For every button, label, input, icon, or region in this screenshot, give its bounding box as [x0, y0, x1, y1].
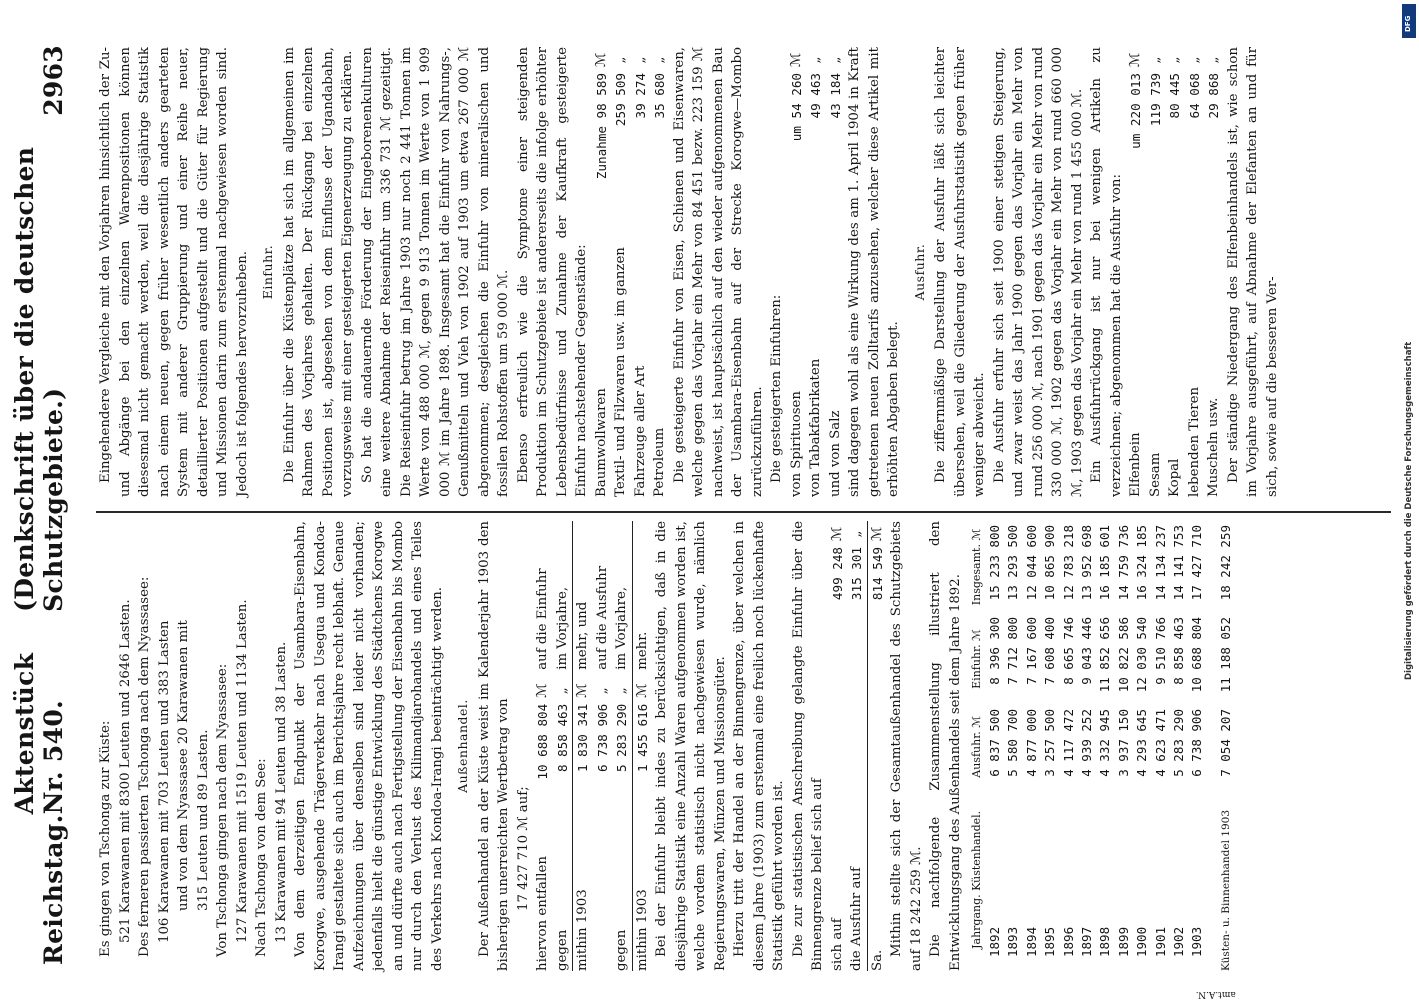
trade-unit: „	[594, 687, 610, 695]
amount-cell: 10 865 900	[1042, 525, 1058, 601]
year-cell: 1896	[1060, 926, 1076, 957]
increase-value: Zunahme 98 589	[593, 73, 609, 180]
yearly-table-row	[1170, 521, 1188, 971]
excise-value: 49 463	[808, 73, 823, 119]
trade-row	[593, 521, 613, 971]
caravan-line-2a: 106 Karawanen mit 703 Leuten und 383 Lasten	[156, 620, 172, 943]
yearly-table-row	[1133, 521, 1151, 971]
yearly-table-row	[1004, 521, 1022, 971]
export-decline-row	[1204, 47, 1224, 497]
excise-label: von Spirituosen	[788, 391, 804, 497]
increase-row	[631, 47, 651, 497]
yearly-table-row	[1023, 521, 1041, 971]
amount-cell: 10 688 804	[1189, 617, 1205, 693]
increase-unit: „	[632, 56, 648, 64]
trade-row	[573, 521, 593, 971]
increase-label: Fahrzeuge aller Art	[632, 365, 648, 497]
left-column	[96, 521, 1236, 999]
trade-text: im Vorjahre,	[554, 586, 570, 670]
year-cell: 1895	[1042, 926, 1058, 957]
amount-cell: 14 141 753	[1171, 525, 1187, 601]
inland-row	[828, 521, 848, 971]
increase-label: Baumwollwaren	[593, 388, 609, 497]
inland-unit: ℳ	[829, 526, 845, 542]
export-decline-value: 29 868	[1206, 73, 1221, 119]
column-divider	[96, 511, 1391, 513]
trade-unit: „	[554, 687, 570, 695]
export-decline-row	[1185, 47, 1205, 497]
increase-row	[611, 47, 631, 497]
yearly-table-sum-row	[1207, 521, 1235, 971]
vergleiche-paragraph: Eingehendere Vergleiche mit den Vorjahren hinsichtlich der Zu- und Abgänge bei den einzelnen Warenpositionen können diesesmal nicht gemacht werden, weil die diesjährige Statistik nach einem neuen, gegen früher wesentlich anders gearteten System mit anderer Gruppierung und einer Reihe neuer, detaillierter Positionen aufgestellt und die Güter für Regierung und Missionen darin zum erstenmal nachgewiesen worden sind. Jedoch ist folgendes hervorzuheben.	[98, 47, 250, 497]
trade-text: auf die Ausfuhr	[594, 565, 610, 670]
export-decline-label: Elfenbein	[1128, 432, 1143, 497]
ausfuhrrueckgang-paragraph: Ein Ausfuhrrückgang ist nur bei wenigen Artikeln zu verzeichnen; abgenommen hat die Ausfuhr von:	[1089, 47, 1124, 497]
amount-cell: 3 257 500	[1042, 709, 1058, 777]
trade-text: mehr, und	[573, 521, 593, 678]
section-heading-einfuhr: Einfuhr.	[260, 244, 275, 300]
export-decline-value: 64 068	[1186, 73, 1202, 119]
gesamthandel-paragraph: Mithin stellte sich der Gesamtaußenhandel des Schutzgebiets auf 18 242 259 ℳ.	[889, 521, 924, 971]
increase-unit: „	[652, 56, 667, 64]
inland-unit: ℳ	[867, 521, 887, 547]
increase-row	[592, 47, 612, 497]
export-decline-unit: „	[1147, 56, 1163, 64]
amount-cell: 12 783 218	[1060, 525, 1076, 601]
excise-row	[787, 47, 807, 497]
amount-cell: 7 712 800	[1005, 617, 1021, 685]
trade-text: auf die Einfuhr	[535, 568, 550, 670]
yearly-trade-table	[969, 521, 1235, 971]
caravan-line-2c: 315 Leuten und 89 Lasten.	[195, 729, 211, 911]
increase-label: Petroleum	[652, 427, 667, 497]
trade-label: mithin 1903	[632, 810, 652, 971]
trade-label: gegen	[614, 929, 629, 971]
korogwe-paragraph: Von dem derzeitigen Endpunkt der Usambara-Eisenbahn, Korogwe, ausgehende Trägerverkehr nach Usegua und Kondoa-Irangi gestaltete sich auch im Berichtsjahre recht lebhaft. Genaue Aufzeichnungen über denselben sind leider nicht vorhanden; jedenfalls hielt die günstige Entwicklung des Städtchens Korogwe an und dürfte auch nach Fertigstellung der Eisenbahn bis Mombo nur durch den Verlust des Kilimandjarohandels und eines Teiles des Verkehrs nach Kondoa-Irangi beeinträchtigt werden.	[293, 521, 445, 971]
inland-unit: „	[849, 530, 864, 538]
gesteigerte-einfuhren-intro: Die gesteigerten Einfuhren:	[769, 294, 784, 483]
yearly-table-row	[1152, 521, 1170, 971]
inland-value: 814 549	[867, 547, 887, 690]
amount-cell: 11 852 656	[1097, 617, 1113, 693]
increase-value: 39 274	[632, 73, 648, 119]
yearly-table-row	[1096, 521, 1114, 971]
export-decline-label: lebenden Tieren	[1186, 386, 1202, 497]
amount-cell: 13 952 698	[1079, 525, 1095, 601]
inland-trade-table	[828, 521, 888, 971]
excise-table	[787, 47, 846, 497]
amount-cell: 12 044 600	[1023, 525, 1039, 601]
trade-comparison-table	[533, 521, 652, 971]
caravan-intro-4: Nach Tschonga von dem See:	[254, 758, 269, 957]
export-decline-unit: ℳ	[1128, 52, 1143, 68]
year-cell: 1902	[1171, 926, 1187, 957]
trade-label: mithin 1903	[573, 810, 593, 971]
aussenhandel-paragraph: Der Außenhandel an der Küste weist im Kalenderjahr 1903 den bisherigen unerreichten Wertbetrag von	[476, 521, 511, 971]
export-decline-label: Muscheln usw.	[1206, 397, 1221, 497]
inland-row	[867, 521, 887, 971]
yearly-table-header: Insgesamt. ℳ	[970, 528, 983, 606]
sum-amount-cell: 11 188 052	[1217, 617, 1233, 693]
trade-value: 5 283 290	[614, 703, 629, 773]
amount-cell: 8 665 746	[1060, 617, 1076, 685]
export-decline-unit: „	[1206, 56, 1221, 64]
running-head-left: Reichstag.	[39, 814, 68, 965]
ausfuhr-darstellung-paragraph: Die ziffernmäßige Darstellung der Ausfuhr läßt sich leichter übersehen, weil die Gliederung der Ausfuhrstatistik gegen früher weniger abweicht.	[933, 47, 987, 497]
export-decline-unit: „	[1186, 56, 1202, 64]
amount-cell: 7 167 600	[1023, 617, 1039, 685]
trade-row	[612, 521, 632, 971]
increase-table	[592, 47, 670, 497]
year-cell: 1900	[1134, 926, 1150, 957]
export-decline-table	[1126, 47, 1224, 497]
yearly-table-row	[1041, 521, 1059, 971]
excise-label: von Tabakfabrikaten	[808, 358, 823, 497]
total-1903: 17 427 710 ℳ auf;	[515, 786, 531, 911]
running-head-title: Aktenstück Nr. 540.	[10, 652, 68, 815]
eisen-paragraph: Die gesteigerte Einfuhr von Eisen, Schienen und Eisenwaren, welche gegen das Vorjahr ein Mehr von 84 451 bezw. 223 159 ℳ nachweist, ist hauptsächlich auf den wieder aufgenommenen Bau der Usambara-Eisenbahn auf der Strecke Korogwe—Mombo zurückzuführen.	[671, 47, 765, 497]
amount-cell: 14 134 237	[1152, 525, 1168, 601]
trade-row	[632, 521, 652, 971]
trade-unit: „	[614, 687, 629, 695]
amount-cell: 5 580 700	[1005, 709, 1021, 777]
section-heading-aussenhandel: Außenhandel.	[455, 699, 470, 793]
trade-label: hiervon entfallen	[535, 856, 550, 971]
produktion-paragraph: Ebenso erfreulich wie die Symptome einer steigenden Produktion im Schutzgebiete ist andererseits die infolge erhöhter Lebensbedürfnisse und Zunahme der Kaufkraft gesteigerte Einfuhr nachstehender Gegenstände:	[515, 47, 589, 497]
digitization-credit: Digitalisierung gefördert durch die Deutsche Forschungsgemeinschaft	[1404, 341, 1414, 680]
binnengrenze-einfuhr-paragraph: Die zur statistischen Anschreibung gelangte Einfuhr über die Binnengrenze belief sich auf	[790, 521, 825, 971]
zolltarif-paragraph: sind dagegen wohl als eine Wirkung des am 1. April 1904 in Kraft getretenen neuen Zolltarifs anzusehen, welcher diese Artikel mit erhöhten Abgaben belegt.	[847, 47, 901, 497]
amount-cell: 6 738 906	[1189, 709, 1205, 777]
ausfuhr-steigerung-paragraph: Die Ausfuhr erfuhr sich seit 1900 einer stetigen Steigerung, und zwar weist das Jahr 1900 gegen das Vorjahr ein Mehr von rund 256 000 ℳ, nach 1901 gegen das Vorjahr ein Mehr von rund 330 000 ℳ, 1902 gegen das Vorjahr ein Mehr von rund 660 000 ℳ, 1903 gegen das Vorjahr ein Mehr von rund 1 455 000 ℳ.	[991, 47, 1085, 497]
amount-cell: 16 185 601	[1097, 525, 1113, 601]
amount-cell: 10 822 586	[1115, 617, 1131, 693]
amount-cell: 4 877 000	[1023, 709, 1039, 777]
caravan-intro-2: Des ferneren passierten Tschonga nach dem Nyassasee:	[137, 576, 152, 957]
caravan-line-1: 521 Karawanen mit 8300 Leuten und 2646 Lasten.	[117, 599, 133, 943]
excise-row	[826, 47, 846, 497]
excise-unit: ℳ	[788, 52, 804, 68]
amount-cell: 4 332 945	[1097, 709, 1113, 777]
caravan-intro-3: Von Tschonga gingen nach dem Nyassasee:	[215, 663, 230, 957]
margin-annotation: amt.A.N.	[1195, 988, 1236, 999]
year-cell: 1893	[1005, 926, 1021, 957]
amount-cell: 12 030 540	[1134, 617, 1150, 693]
year-cell: 1899	[1115, 926, 1131, 957]
export-decline-value: 119 739	[1147, 73, 1163, 127]
excise-label: und von Salz	[827, 410, 843, 497]
trade-value: 1 830 341	[573, 704, 593, 810]
caravan-intro-1: Es gingen von Tschonga zur Küste:	[98, 720, 113, 957]
sum-amount-cell: 18 242 259	[1217, 525, 1233, 601]
trade-value: 6 738 906	[594, 703, 610, 773]
inland-label: Sa.	[867, 690, 887, 971]
year-cell: 1901	[1152, 926, 1168, 957]
yearly-table-row	[1060, 521, 1078, 971]
trade-value: 8 858 463	[554, 703, 570, 773]
rotated-document-page	[10, 25, 1405, 999]
trade-row	[533, 521, 553, 971]
amount-cell: 4 623 471	[1152, 709, 1168, 777]
trade-label: gegen	[554, 929, 570, 971]
increase-unit: ℳ	[593, 52, 609, 68]
year-cell: 1894	[1023, 926, 1039, 957]
amount-cell: 14 759 736	[1115, 525, 1131, 601]
sum-amount-cell: 7 054 207	[1217, 709, 1233, 777]
yearly-table-header: Ausfuhr. ℳ	[970, 715, 983, 778]
inland-row	[847, 521, 867, 971]
trade-text: mehr.	[632, 521, 652, 678]
export-decline-value: 80 445	[1167, 73, 1182, 119]
sum-label-cell: Küsten- u. Binnenhandel 1903	[1220, 810, 1233, 971]
trade-unit: ℳ	[535, 683, 550, 698]
inland-value: 315 301	[849, 547, 864, 601]
export-decline-unit: „	[1167, 56, 1182, 64]
year-cell: 1903	[1189, 926, 1205, 957]
export-decline-label: Kopal	[1167, 458, 1182, 497]
yearly-table-header: Jahrgang. Küstenhandel.	[970, 810, 983, 949]
einfuhr-kuestenplaetze-paragraph: Die Einfuhr über die Küstenplätze hat sich im allgemeinen im Rahmen des Vorjahres gehalten. Der Rückgang bei einzelnen Positionen ist, abgesehen von dem Einflusse der Ugandabahn, vorzugsweise mit einer gesteigerten Eigenerzeugung zu erklären.	[281, 47, 355, 497]
yearly-table-row	[1115, 521, 1133, 971]
inland-label: die Ausfuhr auf	[849, 867, 864, 971]
running-head	[10, 45, 68, 965]
caravan-line-2b: und von dem Nyassasee 20 Karawanen mit	[176, 620, 191, 911]
year-cell: 1897	[1079, 926, 1095, 957]
export-decline-row	[1165, 47, 1185, 497]
year-cell: 1898	[1097, 926, 1113, 957]
amount-cell: 7 608 400	[1042, 617, 1058, 685]
amount-cell: 5 283 290	[1171, 709, 1187, 777]
amount-cell: 9 043 446	[1079, 617, 1095, 685]
amount-cell: 9 510 766	[1152, 617, 1168, 685]
amount-cell: 3 937 150	[1115, 709, 1131, 777]
inland-label: sich auf	[829, 918, 845, 971]
trade-unit: ℳ	[573, 678, 593, 704]
binnengrenze-paragraph: Hierzu tritt der Handel an der Binnengrenze, über welchen in diesem Jahre (1903) zum erstenmal eine freilich noch lückenhafte Statistik geführt worden ist.	[732, 521, 786, 971]
trade-row	[553, 521, 573, 971]
export-decline-label: Sesam	[1147, 452, 1163, 497]
increase-row	[650, 47, 670, 497]
section-heading-ausfuhr: Ausfuhr.	[911, 243, 927, 301]
export-decline-row	[1146, 47, 1166, 497]
yearly-table-row	[1188, 521, 1206, 971]
amount-cell: 4 293 645	[1134, 709, 1150, 777]
amount-cell: 17 427 710	[1189, 525, 1205, 601]
export-decline-row	[1126, 47, 1146, 497]
einfuhr-note-paragraph: Bei der Einfuhr bleibt indes zu berücksichtigen, daß in die diesjährige Statistik eine Anzahl Waren aufgenommen worden ist, welche vordem statistisch nicht nachgewiesen wurde, nämlich Regierungswaren, Münzen und Missionsgüter.	[654, 521, 728, 971]
increase-unit: „	[613, 56, 628, 64]
dfg-logo-text: DFG	[1404, 15, 1412, 32]
dfg-logo	[1402, 4, 1416, 38]
page-number: 2963	[39, 45, 68, 116]
trade-text: im Vorjahre,	[614, 586, 629, 670]
excise-unit: „	[808, 56, 823, 64]
amount-cell: 8 858 463	[1171, 617, 1187, 685]
amount-cell: 15 233 800	[987, 525, 1002, 601]
caravan-line-4: 13 Karawanen mit 94 Leuten und 38 Lasten.	[273, 641, 289, 943]
yearly-table-header: Einfuhr. ℳ	[970, 629, 983, 689]
trade-unit: ℳ	[632, 678, 652, 704]
increase-value: 35 680	[652, 73, 667, 119]
increase-label: Textil- und Filzwaren usw. im ganzen	[613, 247, 628, 497]
yearly-table-row	[986, 521, 1004, 971]
amount-cell: 16 324 185	[1134, 525, 1150, 601]
right-column	[96, 47, 1282, 497]
amount-cell: 4 117 472	[1060, 709, 1076, 777]
trade-value: 1 455 616	[632, 704, 652, 810]
running-head-subtitle: (Denkschrift über die deutschen Schutzgebiete.)	[10, 146, 68, 612]
increase-value: 259 509	[613, 73, 628, 127]
amount-cell: 8 396 300	[987, 617, 1002, 685]
yearly-table-row	[1078, 521, 1096, 971]
excise-unit: „	[827, 56, 843, 64]
trade-label	[593, 810, 613, 971]
amount-cell: 6 837 500	[987, 709, 1002, 777]
reiseinfuhr-paragraph: So hat die andauernde Förderung der Eingeborenenkulturen eine weitere Abnahme der Reiseinfuhr um 336 731 ℳ gezeitigt. Die Reiseinfuhr betrug im Jahre 1903 nur noch 2 441 Tonnen im Werte von 488 000 ℳ, gegen 9 913 Tonnen im Werte von 1 909 000 ℳ im Jahre 1898. Insgesamt hat die Einfuhr von Nahrungs-, Genußmitteln und Vieh von 1902 auf 1903 um etwa 267 000 ℳ abgenommen; desgleichen die Einfuhr von mineralischen und fossilen Rohstoffen um 59 000 ℳ.	[359, 47, 511, 497]
excise-row	[806, 47, 826, 497]
export-decline-value: um 220 013	[1128, 73, 1143, 149]
amount-cell: 4 939 252	[1079, 709, 1095, 777]
elfenbein-paragraph: Der ständige Niedergang des Elfenbeinhandels ist, wie schon im Vorjahre ausgeführt, auf Abnahme der Elefanten an und für sich, sowie auf die besseren Ver-	[1225, 47, 1280, 497]
excise-value: um 54 260	[788, 73, 804, 142]
excise-value: 43 184	[827, 73, 843, 119]
zusammenstellung-paragraph: Die nachfolgende Zusammenstellung illustriert den Entwicklungsgang des Außenhandels seit dem Jahre 1892.	[928, 521, 963, 971]
caravan-line-3: 127 Karawanen mit 1519 Leuten und 1134 Lasten.	[234, 599, 250, 943]
trade-value: 10 688 804	[535, 703, 550, 780]
amount-cell: 13 293 500	[1005, 525, 1021, 601]
inland-value: 499 248	[829, 547, 845, 601]
year-cell: 1892	[987, 926, 1002, 957]
